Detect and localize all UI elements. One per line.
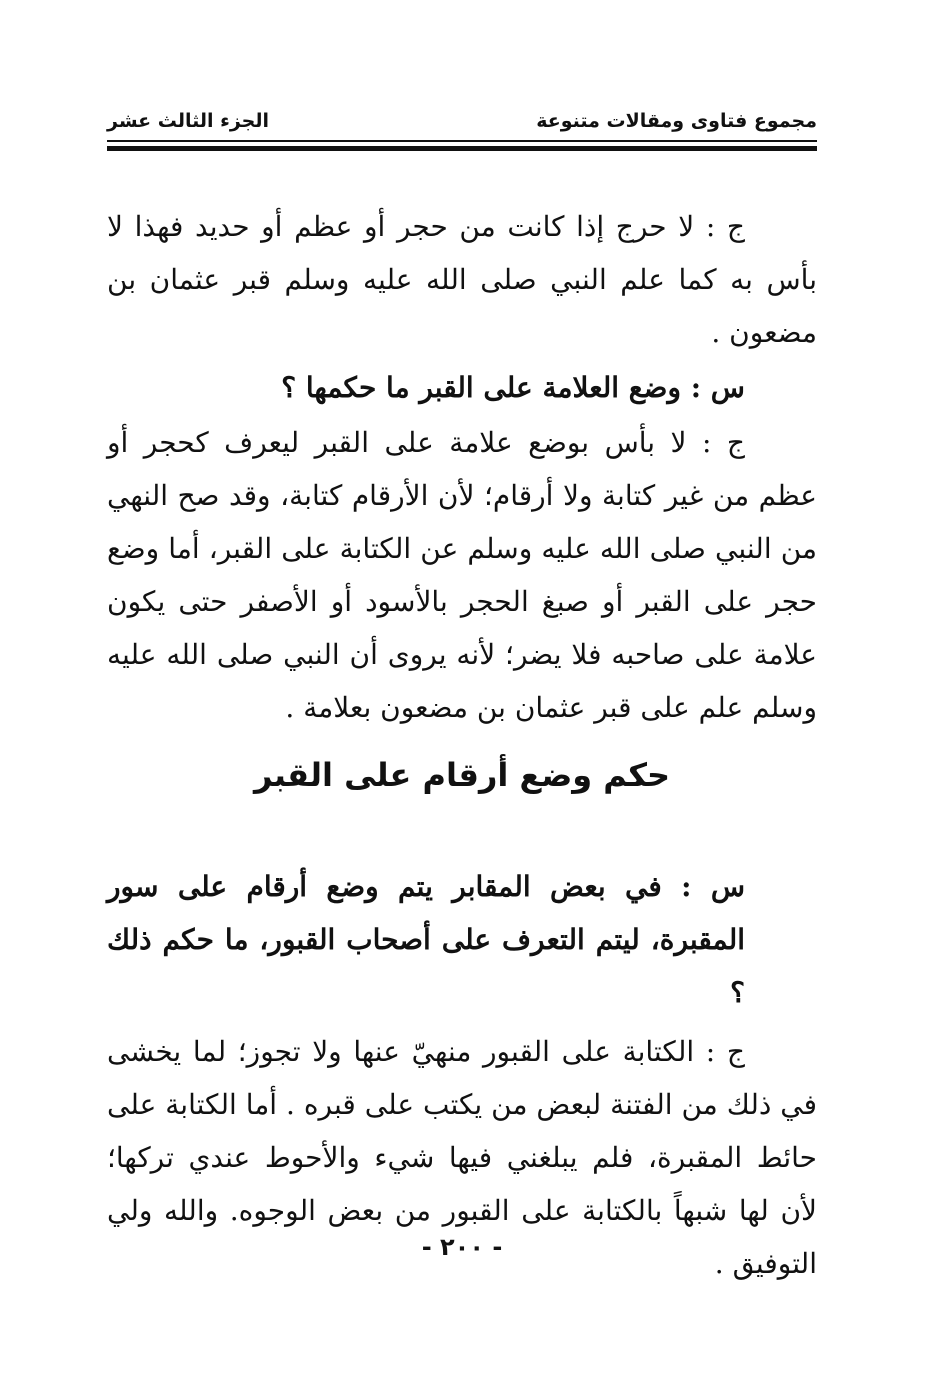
text-block-1 <box>107 200 817 734</box>
book-title: مجموع فتاوى ومقالات متنوعة <box>536 110 817 132</box>
running-header <box>107 104 817 138</box>
header-rule-thin <box>107 140 817 142</box>
answer-paragraph-2: ج : لا بأس بوضع علامة على القبر ليعرف كحجر أو عظم من غير كتابة ولا أرقام؛ لأن الأرقام كتابة، وقد صح النهي من النبي صلى الله عليه وسلم عن الكتابة على القبر، أما وضع حجر على القبر أو صبغ الحجر بالأسود أو الأصفر حتى يكون علامة على صاحبه فلا يضر؛ لأنه يروى أن النبي صلى الله عليه وسلم علم على قبر عثمان بن مضعون بعلامة . <box>107 426 817 724</box>
question-paragraph-1: س : وضع العلامة على القبر ما حكمها ؟ <box>281 371 745 404</box>
answer-paragraph-3: ج : الكتابة على القبور منهيّ عنها ولا تجوز؛ لما يخشى في ذلك من الفتنة لبعض من يكتب على قبره . أما الكتابة على حائط المقبرة، فلم يبلغني فيها شيء والأحوط عندي تركها؛ لأن لها شبهاً بالكتابة على القبور من بعض الوجوه. والله ولي التوفيق . <box>107 1035 817 1280</box>
text-block-2 <box>107 860 817 1290</box>
volume-label: الجزء الثالث عشر <box>107 110 270 132</box>
question-paragraph-2: س : في بعض المقابر يتم وضع أرقام على سور المقبرة، ليتم التعرف على أصحاب القبور، ما حكم ذلك ؟ <box>107 870 745 1009</box>
answer-paragraph-1: ج : لا حرج إذا كانت من حجر أو عظم أو حديد فهذا لا بأس به كما علم النبي صلى الله عليه وسلم قبر عثمان بن مضعون . <box>107 210 817 349</box>
section-title: حكم وضع أرقام على القبر <box>253 756 671 794</box>
header-rule-thick <box>107 146 817 151</box>
page-number: - ٢٠٠ - <box>421 1233 503 1261</box>
